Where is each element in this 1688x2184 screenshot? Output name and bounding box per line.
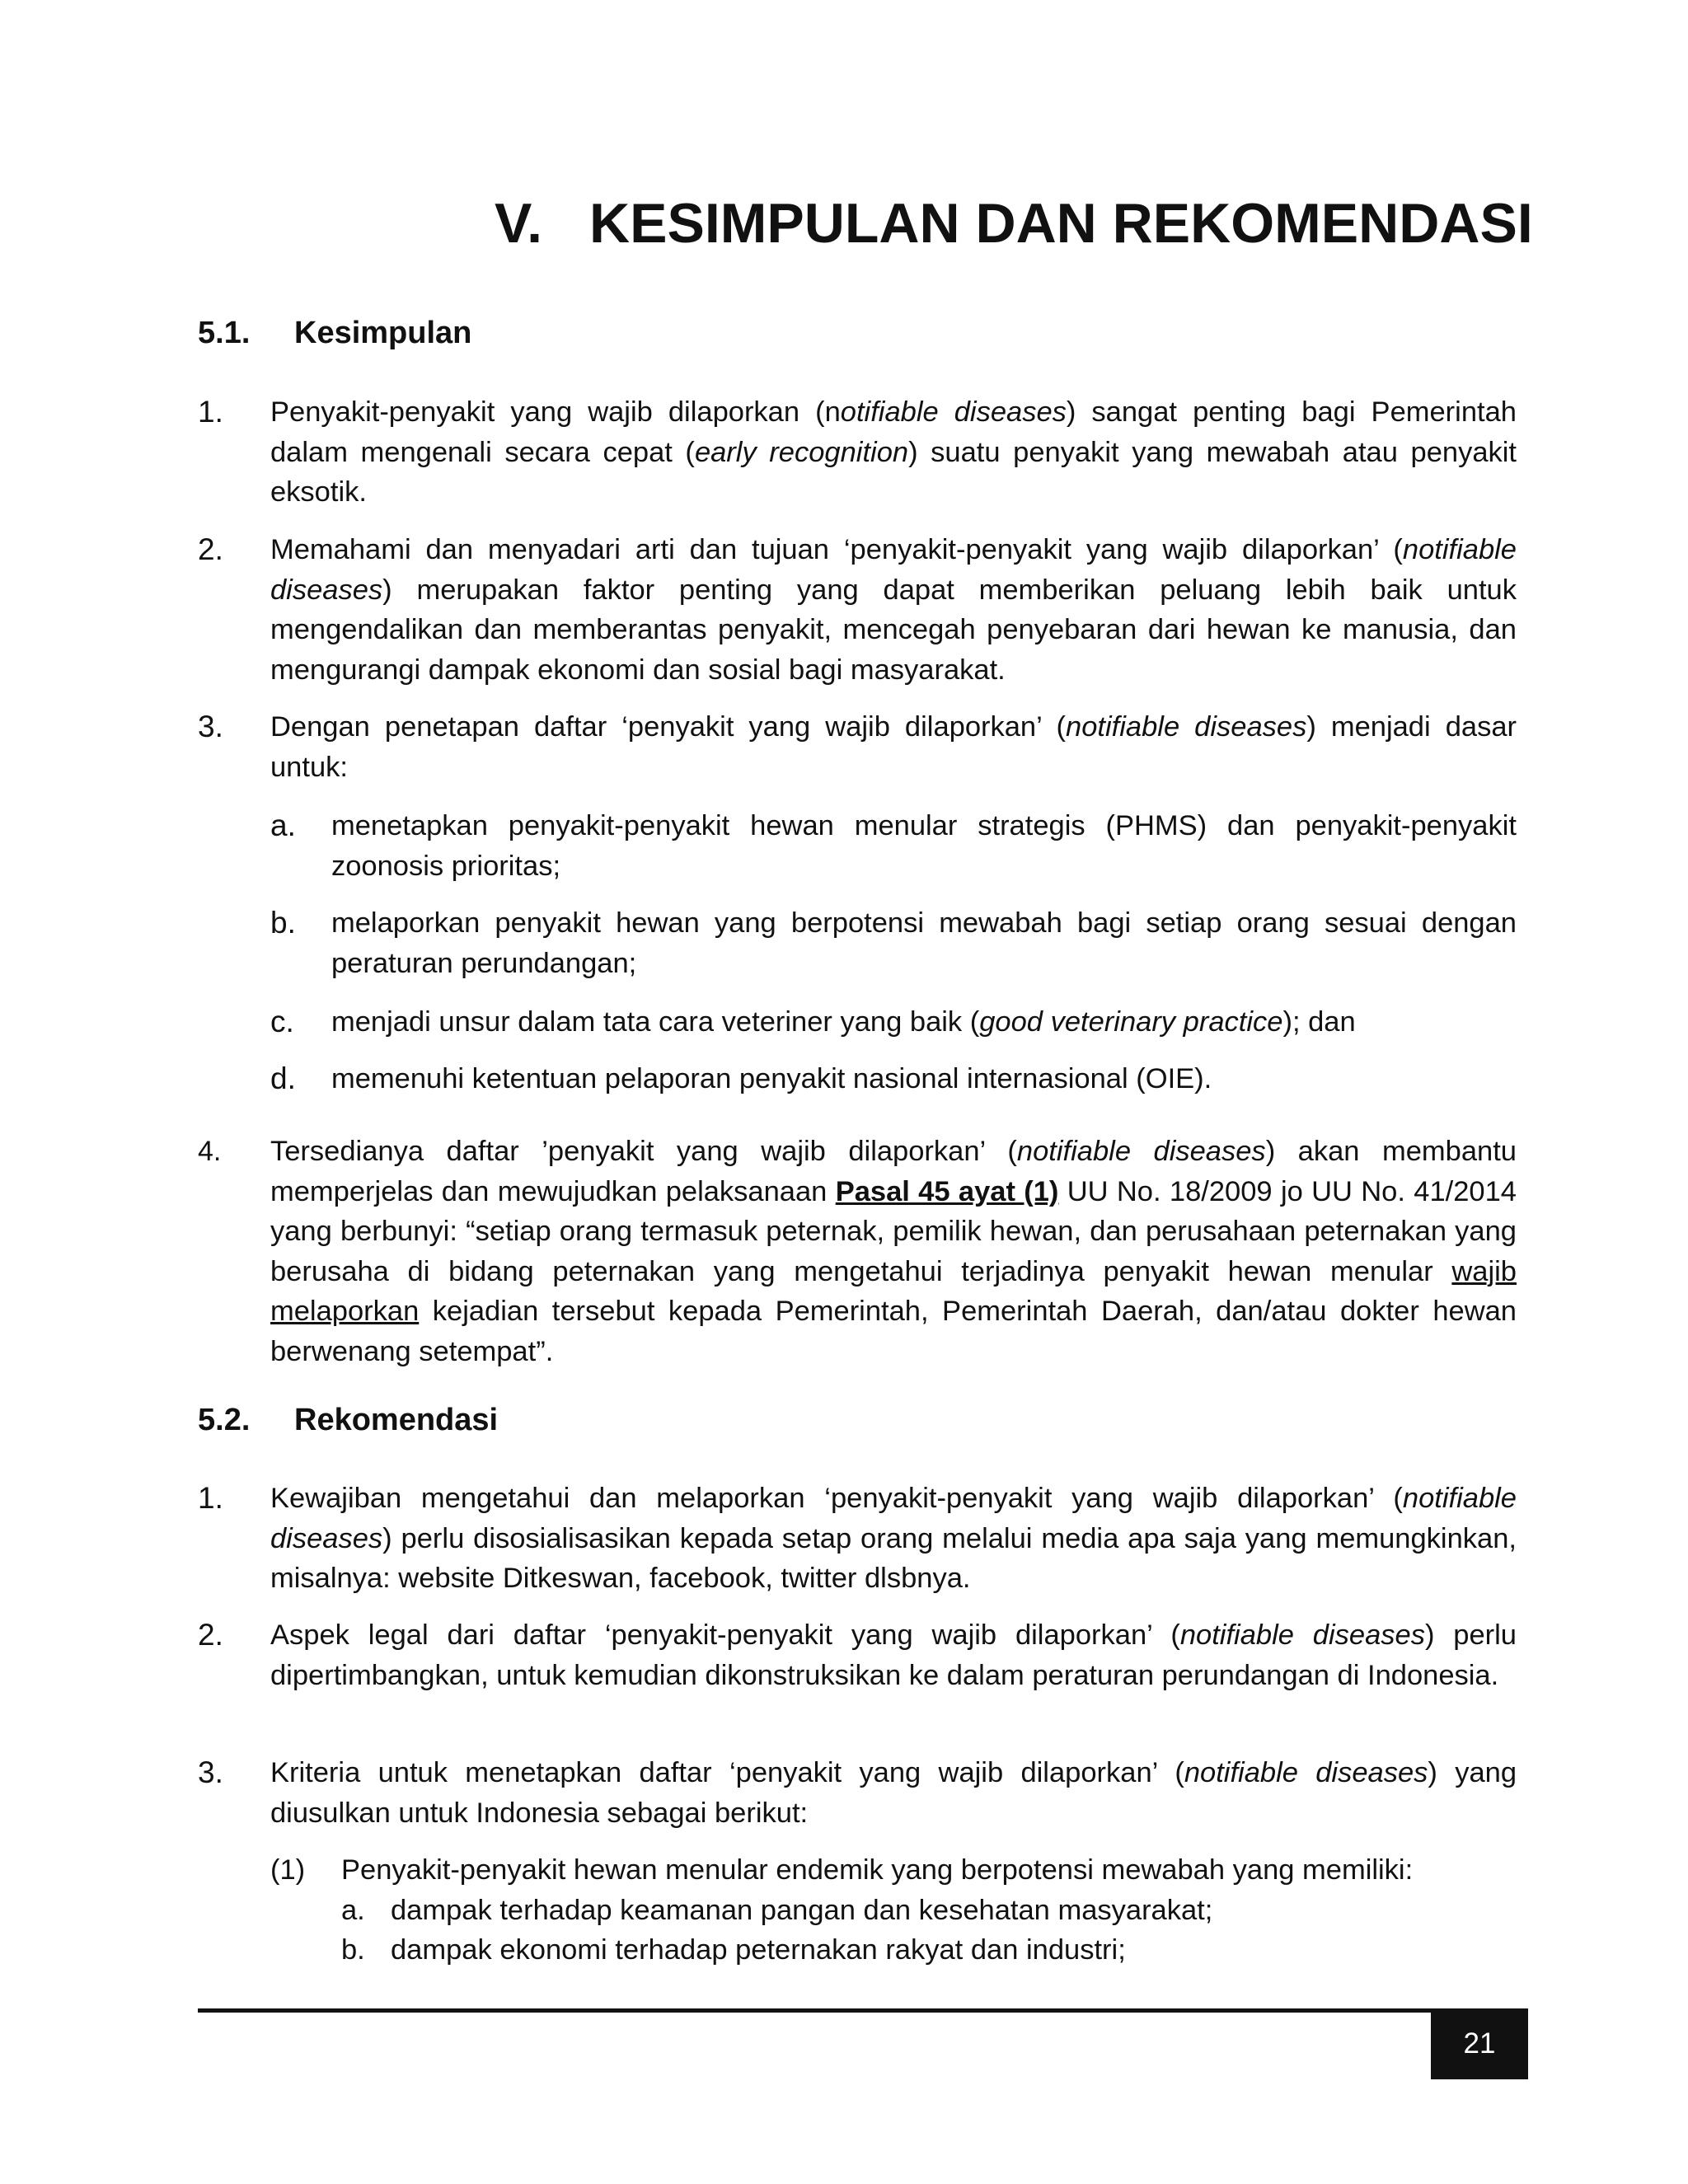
chapter-number: V.: [495, 192, 543, 255]
list-marker: b.: [270, 906, 296, 940]
list-item-text: dampak terhadap keamanan pangan dan kesehatan masyarakat;: [391, 1895, 1213, 1926]
criteria-point-a: [341, 1891, 1512, 1931]
text-run: Kewajiban mengetahui dan melaporkan ‘penyakit-penyakit yang wajib dilaporkan’ (: [270, 1483, 1403, 1514]
list-marker: (1): [270, 1854, 306, 1886]
list-item-text: [270, 392, 1517, 513]
list-marker: 3.: [198, 710, 223, 743]
text-run: ) akan membantu memperjelas dan mewujudkan pelaksanaan: [270, 1136, 1517, 1207]
list-marker: 4.: [198, 1136, 222, 1167]
text-run: Penyakit-penyakit yang wajib dilaporkan (n: [270, 396, 841, 428]
text-run: ) suatu penyakit yang mewabah atau penyakit eksotik.: [270, 436, 1517, 508]
italic-term: notifiable diseases: [1066, 711, 1307, 743]
recommendation-item-1: [198, 1479, 1517, 1599]
criteria-point-b: [341, 1930, 1512, 1971]
list-marker: a.: [270, 808, 296, 842]
text-run: ) yang diusulkan untuk Indonesia sebagai berikut:: [270, 1757, 1517, 1829]
list-marker: b.: [341, 1934, 365, 1966]
italic-term: notifiable diseases: [1184, 1757, 1428, 1788]
page-number: 21: [1431, 2008, 1528, 2079]
section-number: 5.1.: [198, 316, 251, 350]
italic-term: otifiable diseases: [840, 396, 1067, 428]
conclusion-subitem-a: [270, 806, 1517, 886]
section-number: 5.2.: [198, 1403, 251, 1437]
text-run: Aspek legal dari daftar ‘penyakit-penyakit yang wajib dilaporkan’ (: [270, 1619, 1180, 1651]
list-item-text: [270, 1615, 1517, 1695]
list-item-text: [270, 530, 1517, 690]
list-item-text: memenuhi ketentuan pelaporan penyakit nasional internasional (OIE).: [331, 1063, 1212, 1094]
list-marker: c.: [270, 1005, 294, 1038]
text-run: ) merupakan faktor penting yang dapat memberikan peluang lebih baik untuk mengendalikan dan memberantas penyakit, mencegah penyebaran dari hewan ke manusia, dan mengurangi dampak ekonomi dan sosial bagi masyarakat.: [270, 574, 1517, 686]
text-run: ); dan: [1282, 1006, 1356, 1038]
text-run: Dengan penetapan daftar ‘penyakit yang wajib dilaporkan’ (: [270, 711, 1067, 743]
list-item-text: dampak ekonomi terhadap peternakan rakyat dan industri;: [391, 1934, 1126, 1966]
section-title: Rekomendasi: [294, 1403, 499, 1437]
conclusion-subitem-d: [270, 1059, 1517, 1099]
italic-term: good veterinary practice: [979, 1006, 1283, 1038]
conclusion-item-4: [198, 1132, 1517, 1371]
list-marker: 2.: [198, 1618, 223, 1652]
law-reference: Pasal 45 ayat (1): [835, 1175, 1059, 1207]
list-item-text: [270, 1479, 1517, 1599]
conclusion-item-2: [198, 530, 1517, 690]
list-marker: a.: [341, 1895, 365, 1926]
italic-term: notifiable diseases: [270, 534, 1517, 606]
section-heading-kesimpulan: [198, 316, 471, 351]
conclusion-item-3: [198, 707, 1517, 787]
text-run: kejadian tersebut kepada Pemerintah, Pemerintah Daerah, dan/atau dokter hewan berwenang setempat”.: [270, 1296, 1517, 1367]
text-run: menjadi unsur dalam tata cara veteriner yang baik (: [331, 1006, 980, 1038]
italic-term: early recognition: [694, 436, 909, 468]
criteria-item-1: [270, 1850, 1517, 1891]
list-item-text: melaporkan penyakit hewan yang berpotensi mewabah bagi setiap orang sesuai dengan peraturan perundangan;: [331, 907, 1517, 979]
list-marker: 2.: [198, 532, 223, 566]
list-item-text: [270, 707, 1517, 787]
list-marker: d.: [270, 1062, 296, 1095]
chapter-title: KESIMPULAN DAN REKOMENDASI: [589, 192, 1533, 255]
page-title: [495, 191, 1533, 255]
text-run: Tersedianya daftar ’penyakit yang wajib dilaporkan’ (: [270, 1136, 1017, 1167]
list-marker: 1.: [198, 395, 223, 429]
text-run: ) perlu dipertimbangkan, untuk kemudian dikonstruksikan ke dalam peraturan perundangan di Indonesia.: [270, 1619, 1517, 1691]
italic-term: notifiable diseases: [270, 1483, 1517, 1554]
section-heading-rekomendasi: [198, 1403, 498, 1438]
section-title: Kesimpulan: [294, 316, 472, 350]
conclusion-item-1: [198, 392, 1517, 513]
conclusion-subitem-c: [270, 1002, 1517, 1043]
italic-term: notifiable diseases: [1016, 1136, 1266, 1167]
text-run: Kriteria untuk menetapkan daftar ‘penyakit yang wajib dilaporkan’ (: [270, 1757, 1184, 1788]
list-marker: 3.: [198, 1755, 223, 1789]
conclusion-subitem-b: [270, 903, 1517, 983]
text-run: ) menjadi dasar untuk:: [270, 711, 1517, 783]
underlined-term: wajib melaporkan: [270, 1255, 1517, 1327]
text-run: UU No. 18/2009 jo UU No. 41/2014 yang berbunyi: “setiap orang termasuk peternak, pemilik hewan, dan perusahaan peternakan yang berusaha di bidang peternakan yang mengetahui terjadinya penyakit hewan menular: [270, 1175, 1517, 1287]
recommendation-item-3: [198, 1753, 1517, 1833]
text-run: ) sangat penting bagi Pemerintah dalam mengenali secara cepat (: [270, 396, 1517, 468]
footer-rule: [198, 2008, 1431, 2013]
list-item-text: [331, 1002, 1517, 1043]
list-marker: 1.: [198, 1481, 223, 1515]
text-run: Memahami dan menyadari arti dan tujuan ‘penyakit-penyakit yang wajib dilaporkan’ (: [270, 534, 1403, 565]
list-item-text: Penyakit-penyakit hewan menular endemik yang berpotensi mewabah yang memiliki:: [341, 1854, 1414, 1886]
list-item-text: menetapkan penyakit-penyakit hewan menular strategis (PHMS) dan penyakit-penyakit zoonosis prioritas;: [331, 810, 1517, 882]
recommendation-item-2: [198, 1615, 1517, 1695]
italic-term: notifiable diseases: [1179, 1619, 1425, 1651]
text-run: ) perlu disosialisasikan kepada setap orang melalui media apa saja yang memungkinkan, misalnya: website Ditkeswan, facebook, twitter dlsbnya.: [270, 1522, 1517, 1594]
list-item-text: [270, 1753, 1517, 1833]
list-item-text: [270, 1132, 1517, 1371]
